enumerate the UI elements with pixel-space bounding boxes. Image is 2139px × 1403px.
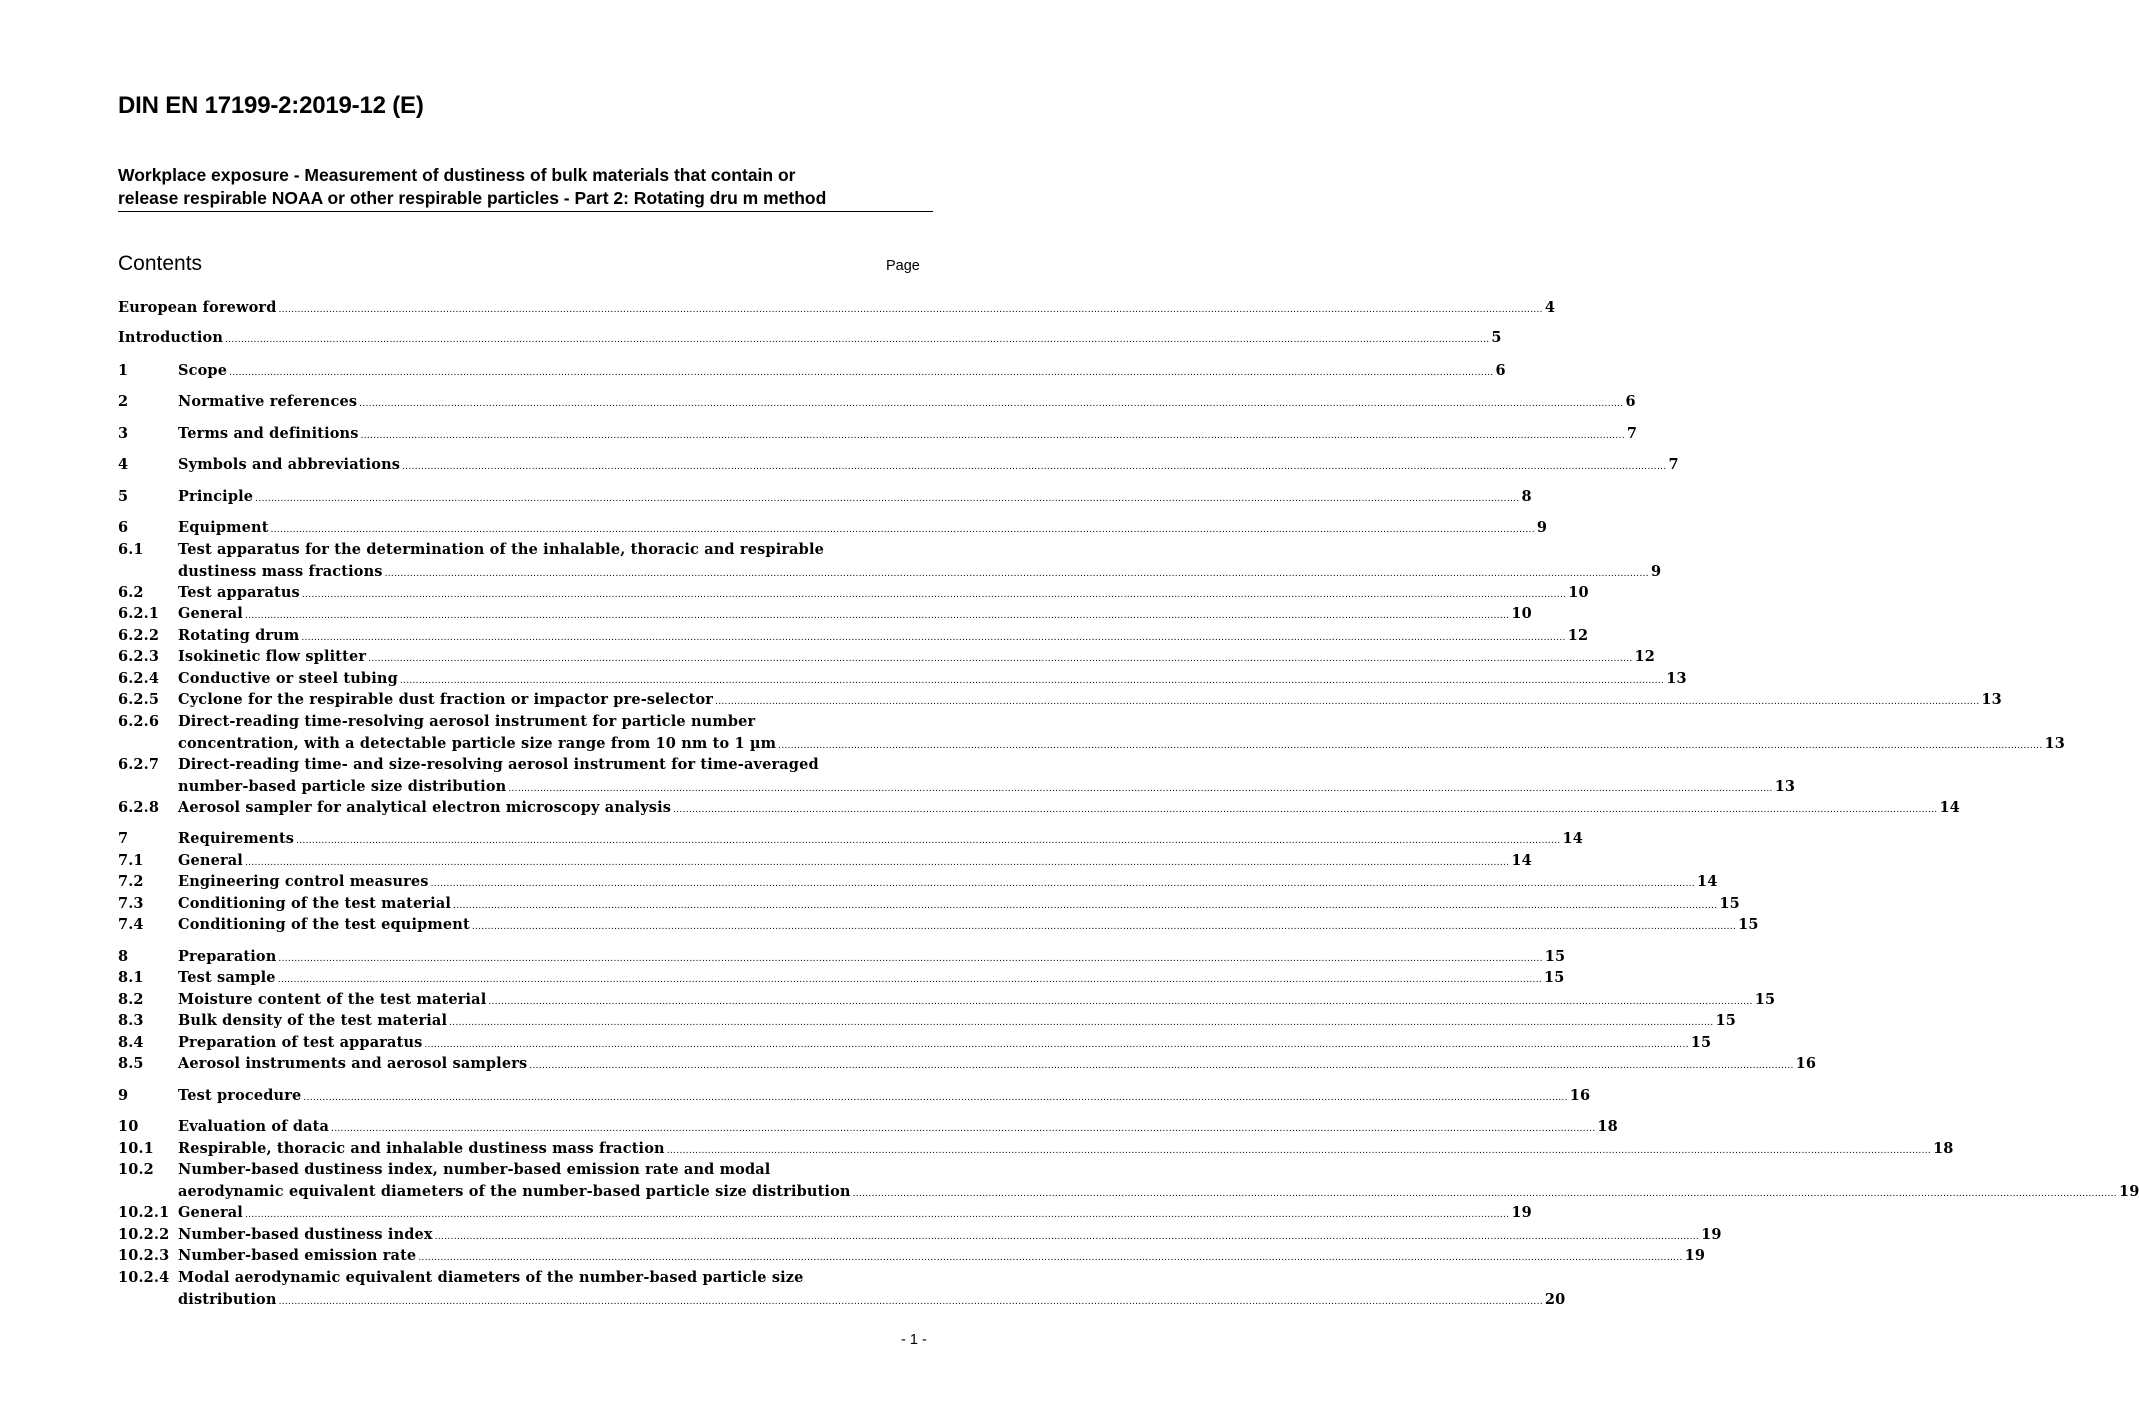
- toc-entry-page: 5: [1491, 329, 1502, 346]
- toc-entry-page: 9: [1650, 562, 1662, 580]
- toc-dot-leader: ................................................................................................................................................................................................................................................................................................................................................................................................................: [303, 1093, 1568, 1103]
- toc-dot-leader: ................................................................................................................................................................................................................................................................................................................................................................................................................: [255, 494, 1520, 504]
- toc-entry-title: European foreword: [118, 299, 277, 316]
- toc-entry-page: 13: [2044, 734, 2065, 752]
- toc-entry-page: 9: [1536, 519, 1548, 536]
- toc-entry-title: Terms and definitions: [178, 425, 359, 442]
- toc-entry-number: 7.2: [118, 873, 144, 890]
- toc-entry-page: 12: [1567, 627, 1589, 644]
- toc-entry-number: 7.4: [118, 916, 144, 933]
- toc-entry-page: 15: [1544, 948, 1566, 965]
- toc-entry-title: Preparation: [178, 948, 277, 965]
- toc-entry-page: 7: [1668, 456, 1679, 473]
- toc-entry-number: 5: [118, 488, 129, 505]
- toc-dot-leader: ................................................................................................................................................................................................................................................................................................................................................................................................................: [430, 879, 1695, 889]
- title-line-2: release respirable NOAA or other respirable particles - Part 2: Rotating dru m method: [118, 188, 827, 208]
- toc-entry-page: 18: [1933, 1140, 1954, 1157]
- toc-entry-page: 4: [1544, 299, 1556, 316]
- toc-entry-page: 14: [1511, 852, 1532, 869]
- toc-entry-title: Scope: [178, 362, 228, 379]
- toc-entry-number: 6.2.3: [118, 648, 160, 665]
- toc-entry-title: aerodynamic equivalent diameters of the number-based particle size distribution: [178, 1182, 851, 1200]
- toc-entry-number: 10.1: [118, 1140, 154, 1157]
- toc-entry-number: 7.1: [118, 852, 144, 869]
- toc-entry-title: number-based particle size distribution: [178, 777, 507, 795]
- toc-dot-leader: ................................................................................................................................................................................................................................................................................................................................................................................................................: [278, 1296, 1543, 1307]
- toc-entry-page: 8: [1521, 488, 1532, 505]
- toc-dot-leader: ................................................................................................................................................................................................................................................................................................................................................................................................................: [449, 1018, 1714, 1028]
- toc-dot-leader: ................................................................................................................................................................................................................................................................................................................................................................................................................: [244, 611, 1510, 621]
- toc-entry-page: 10: [1511, 605, 1532, 622]
- toc-entry-title: Respirable, thoracic and inhalable dustiness mass fraction: [178, 1140, 665, 1157]
- toc-entry-title: Normative references: [178, 393, 358, 410]
- toc-entry-title: Principle: [178, 488, 254, 505]
- toc-dot-leader: ................................................................................................................................................................................................................................................................................................................................................................................................................: [529, 1061, 1794, 1071]
- toc-dot-leader: ................................................................................................................................................................................................................................................................................................................................................................................................................: [453, 901, 1718, 911]
- toc-entry-number: 8.4: [118, 1034, 144, 1051]
- toc-entry-page: 19: [1684, 1247, 1706, 1264]
- toc-entry-title: Preparation of test apparatus: [178, 1034, 423, 1051]
- toc-dot-leader: ................................................................................................................................................................................................................................................................................................................................................................................................................: [384, 568, 1649, 579]
- toc-dot-leader: ................................................................................................................................................................................................................................................................................................................................................................................................................: [244, 1210, 1510, 1220]
- toc-entry-page: 14: [1696, 873, 1718, 890]
- toc-entry-title: General: [178, 605, 243, 622]
- toc-entry-number: 6: [118, 519, 129, 536]
- toc-dot-leader: ................................................................................................................................................................................................................................................................................................................................................................................................................: [666, 1146, 1932, 1156]
- toc-entry-page: 13: [1774, 777, 1796, 795]
- toc-entry-title: Conditioning of the test equipment: [178, 916, 470, 933]
- title-line-1: Workplace exposure - Measurement of dustiness of bulk materials that contain or: [118, 165, 796, 185]
- toc-entry-page: 19: [1511, 1204, 1532, 1221]
- toc-entry-number: 6.2.8: [118, 799, 160, 816]
- toc-entry-title: Rotating drum: [178, 627, 300, 644]
- toc-dot-leader: ................................................................................................................................................................................................................................................................................................................................................................................................................: [270, 525, 1535, 535]
- toc-dot-leader: ................................................................................................................................................................................................................................................................................................................................................................................................................: [278, 954, 1543, 964]
- toc-entry-page: 6: [1625, 393, 1636, 410]
- toc-dot-leader: ................................................................................................................................................................................................................................................................................................................................................................................................................: [471, 922, 1737, 932]
- toc-entry-title: Modal aerodynamic equivalent diameters of the number-based particle size: [178, 1269, 804, 1286]
- toc-entry-title: Moisture content of the test material: [178, 991, 487, 1008]
- toc-entry-title: Requirements: [178, 830, 295, 847]
- toc-dot-leader: ................................................................................................................................................................................................................................................................................................................................................................................................................: [418, 1253, 1683, 1263]
- toc-entry-number: 1: [118, 362, 129, 379]
- toc-entry-number: 10.2.2: [118, 1226, 170, 1243]
- toc-entry-title: Direct-reading time-resolving aerosol instrument for particle number: [178, 713, 756, 730]
- toc-dot-leader: ................................................................................................................................................................................................................................................................................................................................................................................................................: [424, 1040, 1689, 1050]
- toc-entry-number: 8.1: [118, 969, 144, 986]
- toc-entry-page: 15: [1754, 991, 1776, 1008]
- toc-entry-title: General: [178, 1204, 243, 1221]
- toc-entry-page: 14: [1939, 799, 1960, 816]
- toc-entry-number: 6.2.2: [118, 627, 160, 644]
- toc-entry-number: 6.2: [118, 584, 144, 601]
- toc-entry-title: Bulk density of the test material: [178, 1012, 448, 1029]
- toc-entry-number: 6.1: [118, 541, 144, 558]
- toc-dot-leader: ................................................................................................................................................................................................................................................................................................................................................................................................................: [488, 997, 1753, 1007]
- toc-entry-number: 10.2.4: [118, 1269, 170, 1286]
- toc-entry-title: Equipment: [178, 519, 269, 536]
- toc-dot-leader: ................................................................................................................................................................................................................................................................................................................................................................................................................: [852, 1188, 2117, 1199]
- toc-entry-title: concentration, with a detectable particle size range from 10 nm to 1 µm: [178, 734, 777, 752]
- toc-entry-number: 7.3: [118, 895, 144, 912]
- toc-entry-page: 20: [1544, 1290, 1566, 1308]
- contents-heading: Contents: [118, 252, 203, 275]
- toc-entry-title: Engineering control measures: [178, 873, 429, 890]
- toc-dot-leader: ................................................................................................................................................................................................................................................................................................................................................................................................................: [399, 676, 1665, 686]
- toc-entry-number: 6.2.6: [118, 713, 160, 730]
- toc-entry-page: 7: [1626, 425, 1638, 442]
- toc-entry-number: 8.2: [118, 991, 144, 1008]
- toc-dot-leader: ................................................................................................................................................................................................................................................................................................................................................................................................................: [778, 740, 2043, 751]
- document-title: [118, 164, 933, 212]
- toc-entry-page: 12: [1634, 648, 1655, 665]
- toc-entry-number: 10.2: [118, 1161, 154, 1178]
- toc-entry-number: 10.2.1: [118, 1204, 170, 1221]
- toc-entry-title: Number-based emission rate: [178, 1247, 417, 1264]
- toc-entry-title: Isokinetic flow splitter: [178, 648, 367, 665]
- toc-entry-title: Test procedure: [178, 1087, 302, 1104]
- toc-entry-title: Test apparatus for the determination of the inhalable, thoracic and respirable: [178, 541, 825, 558]
- toc-entry-page: 13: [1981, 691, 2002, 708]
- toc-entry-number: 10.2.3: [118, 1247, 170, 1264]
- toc-entry-page: 15: [1719, 895, 1740, 912]
- toc-dot-leader: ................................................................................................................................................................................................................................................................................................................................................................................................................: [331, 1124, 1596, 1134]
- toc-dot-leader: ................................................................................................................................................................................................................................................................................................................................................................................................................: [301, 633, 1566, 643]
- toc-entry-number: 6.2.5: [118, 691, 160, 708]
- toc-entry-page: 6: [1495, 362, 1506, 379]
- toc-dot-leader: ................................................................................................................................................................................................................................................................................................................................................................................................................: [301, 590, 1567, 600]
- toc-entry-number: 8.5: [118, 1055, 144, 1072]
- toc-entry-title: Aerosol instruments and aerosol samplers: [178, 1055, 528, 1072]
- toc-entry-title: Number-based dustiness index, number-based emission rate and modal: [178, 1161, 771, 1178]
- toc-entry-title: dustiness mass fractions: [178, 562, 383, 580]
- toc-entry-page: 19: [2118, 1182, 2139, 1200]
- toc-entry-page: 14: [1562, 830, 1583, 847]
- toc-entry-title: Evaluation of data: [178, 1118, 330, 1135]
- toc-entry-number: 4: [118, 456, 129, 473]
- toc-dot-leader: ................................................................................................................................................................................................................................................................................................................................................................................................................: [434, 1232, 1700, 1242]
- toc-entry-page: 19: [1701, 1226, 1722, 1243]
- toc-dot-leader: ................................................................................................................................................................................................................................................................................................................................................................................................................: [508, 783, 1773, 794]
- toc-entry-page: 13: [1666, 670, 1687, 687]
- toc-entry-title: Conductive or steel tubing: [178, 670, 398, 687]
- toc-dot-leader: ................................................................................................................................................................................................................................................................................................................................................................................................................: [229, 368, 1494, 378]
- toc-entry-page: 15: [1738, 916, 1759, 933]
- toc-entry-page: 15: [1544, 969, 1565, 986]
- page-number: - 1 -: [901, 1332, 927, 1348]
- toc-entry-title: Test sample: [178, 969, 276, 986]
- toc-entry-page: 18: [1597, 1118, 1618, 1135]
- toc-entry-title: Cyclone for the respirable dust fraction or impactor pre-selector: [178, 691, 714, 708]
- toc-entry-number: 3: [118, 425, 129, 442]
- toc-entry-number: 6.2.1: [118, 605, 160, 622]
- toc-entry-title: distribution: [178, 1290, 277, 1308]
- toc-entry-title: General: [178, 852, 243, 869]
- toc-entry-title: Introduction: [118, 329, 224, 346]
- toc-dot-leader: ................................................................................................................................................................................................................................................................................................................................................................................................................: [225, 335, 1490, 345]
- toc-entry-page: 15: [1715, 1012, 1736, 1029]
- toc-dot-leader: ................................................................................................................................................................................................................................................................................................................................................................................................................: [278, 305, 1543, 315]
- toc-entry-title: Conditioning of the test material: [178, 895, 452, 912]
- page-column-label: Page: [886, 258, 920, 274]
- toc-dot-leader: ................................................................................................................................................................................................................................................................................................................................................................................................................: [673, 805, 1938, 815]
- toc-entry-page: 16: [1569, 1087, 1591, 1104]
- toc-dot-leader: ................................................................................................................................................................................................................................................................................................................................................................................................................: [359, 399, 1624, 409]
- toc-dot-leader: ................................................................................................................................................................................................................................................................................................................................................................................................................: [277, 975, 1543, 985]
- toc-entry-title: Aerosol sampler for analytical electron microscopy analysis: [178, 799, 672, 816]
- toc-entry-page: 16: [1795, 1055, 1817, 1072]
- toc-entry-number: 10: [118, 1118, 139, 1135]
- toc-dot-leader: ................................................................................................................................................................................................................................................................................................................................................................................................................: [244, 858, 1510, 868]
- toc-entry-number: 6.2.7: [118, 756, 160, 773]
- toc-dot-leader: ................................................................................................................................................................................................................................................................................................................................................................................................................: [296, 836, 1561, 846]
- toc-entry-number: 9: [118, 1087, 129, 1104]
- toc-entry-title: Number-based dustiness index: [178, 1226, 433, 1243]
- toc-entry-number: 8.3: [118, 1012, 144, 1029]
- toc-entry-title: Test apparatus: [178, 584, 300, 601]
- toc-dot-leader: ................................................................................................................................................................................................................................................................................................................................................................................................................: [360, 431, 1625, 441]
- toc-entry-number: 2: [118, 393, 129, 410]
- toc-entry-number: 7: [118, 830, 129, 847]
- toc-entry-title: Direct-reading time- and size-resolving aerosol instrument for time-averaged: [178, 756, 819, 773]
- toc-entry-title: Symbols and abbreviations: [178, 456, 401, 473]
- toc-dot-leader: ................................................................................................................................................................................................................................................................................................................................................................................................................: [715, 697, 1980, 707]
- toc-entry-page: 15: [1690, 1034, 1712, 1051]
- toc-dot-leader: ................................................................................................................................................................................................................................................................................................................................................................................................................: [368, 654, 1633, 664]
- document-id: DIN EN 17199-2:2019-12 (E): [118, 92, 424, 119]
- toc-entry-number: 8: [118, 948, 129, 965]
- toc-entry-number: 6.2.4: [118, 670, 160, 687]
- toc-dot-leader: ................................................................................................................................................................................................................................................................................................................................................................................................................: [402, 462, 1667, 472]
- toc-entry-page: 10: [1568, 584, 1589, 601]
